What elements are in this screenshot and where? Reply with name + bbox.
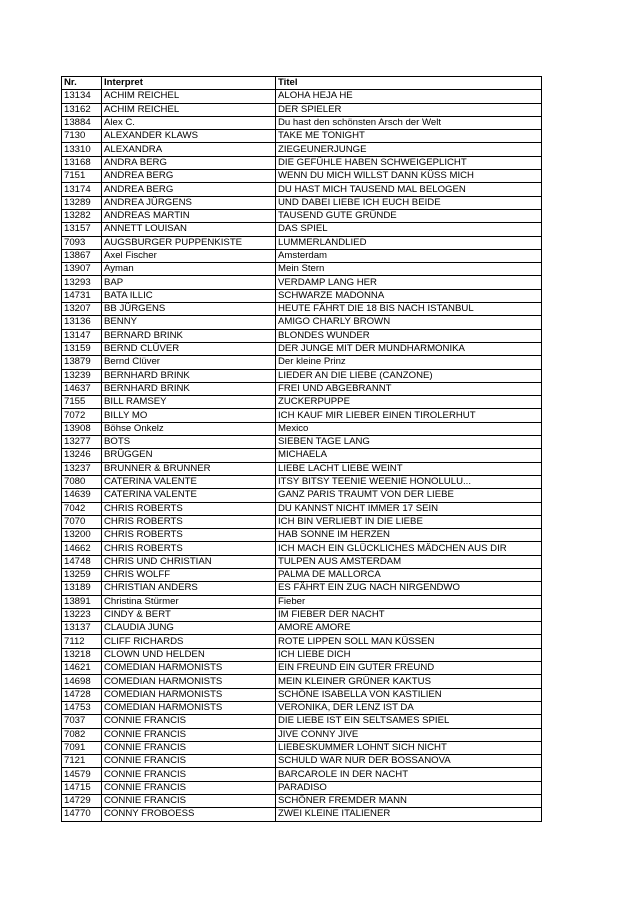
cell-titel: DU HAST MICH TAUSEND MAL BELOGEN — [276, 183, 542, 196]
cell-interpret: ALEXANDRA — [102, 143, 276, 156]
table-row — [62, 475, 542, 488]
cell-titel: ZIEGEUNERJUNGE — [276, 143, 542, 156]
cell-nr: 13218 — [62, 648, 102, 661]
cell-interpret: BAP — [102, 276, 276, 289]
cell-interpret: BATA ILLIC — [102, 289, 276, 302]
cell-titel: DAS SPIEL — [276, 223, 542, 236]
cell-titel: BLONDES WUNDER — [276, 329, 542, 342]
cell-nr: 14621 — [62, 662, 102, 675]
cell-nr: 7070 — [62, 515, 102, 528]
cell-interpret: BERNHARD BRINK — [102, 382, 276, 395]
cell-nr: 13200 — [62, 529, 102, 542]
table-row — [62, 715, 542, 728]
cell-nr: 13867 — [62, 249, 102, 262]
cell-interpret: ALEXANDER KLAWS — [102, 130, 276, 143]
cell-interpret: CONNIE FRANCIS — [102, 715, 276, 728]
cell-nr: 13137 — [62, 622, 102, 635]
cell-nr: 7130 — [62, 130, 102, 143]
table-row — [62, 263, 542, 276]
cell-interpret: ANDREA BERG — [102, 170, 276, 183]
cell-titel: SCHULD WAR NUR DER BOSSANOVA — [276, 755, 542, 768]
cell-nr: 13907 — [62, 263, 102, 276]
cell-titel: DER SPIELER — [276, 103, 542, 116]
cell-titel: FREI UND ABGEBRANNT — [276, 382, 542, 395]
cell-interpret: COMEDIAN HARMONISTS — [102, 675, 276, 688]
cell-titel: SCHWARZE MADONNA — [276, 289, 542, 302]
cell-titel: ALOHA HEJA HE — [276, 90, 542, 103]
table-row — [62, 103, 542, 116]
table-row — [62, 648, 542, 661]
cell-titel: Du hast den schönsten Arsch der Welt — [276, 116, 542, 129]
table-row — [62, 568, 542, 581]
cell-titel: ICH MACH EIN GLÜCKLICHES MÄDCHEN AUS DIR — [276, 542, 542, 555]
table-row — [62, 409, 542, 422]
header-nr: Nr. — [62, 77, 102, 90]
table-row — [62, 529, 542, 542]
cell-interpret: BOTS — [102, 436, 276, 449]
table-row — [62, 768, 542, 781]
table-row — [62, 183, 542, 196]
cell-nr: 7112 — [62, 635, 102, 648]
cell-nr: 7121 — [62, 755, 102, 768]
cell-titel: DIE LIEBE IST EIN SELTSAMES SPIEL — [276, 715, 542, 728]
table-row — [62, 582, 542, 595]
cell-interpret: BB JÜRGENS — [102, 303, 276, 316]
table-row — [62, 595, 542, 608]
table-row — [62, 808, 542, 821]
table-row — [62, 329, 542, 342]
table-row — [62, 555, 542, 568]
cell-interpret: CLOWN UND HELDEN — [102, 648, 276, 661]
table-row — [62, 396, 542, 409]
cell-titel: HAB SONNE IM HERZEN — [276, 529, 542, 542]
cell-interpret: Axel Fischer — [102, 249, 276, 262]
cell-titel: WENN DU MICH WILLST DANN KÜSS MICH — [276, 170, 542, 183]
cell-titel: ICH LIEBE DICH — [276, 648, 542, 661]
table-row — [62, 90, 542, 103]
cell-nr: 13277 — [62, 436, 102, 449]
cell-titel: Mein Stern — [276, 263, 542, 276]
cell-nr: 13884 — [62, 116, 102, 129]
table-row — [62, 795, 542, 808]
table-header — [62, 77, 542, 90]
cell-titel: UND DABEI LIEBE ICH EUCH BEIDE — [276, 196, 542, 209]
cell-titel: SCHÖNE ISABELLA VON KASTILIEN — [276, 688, 542, 701]
cell-titel: HEUTE FÄHRT DIE 18 BIS NACH ISTANBUL — [276, 303, 542, 316]
cell-nr: 7093 — [62, 236, 102, 249]
table-row — [62, 741, 542, 754]
cell-nr: 14639 — [62, 489, 102, 502]
table-row — [62, 196, 542, 209]
table-row — [62, 236, 542, 249]
cell-nr: 7080 — [62, 475, 102, 488]
cell-nr: 13136 — [62, 316, 102, 329]
cell-titel: ICH KAUF MIR LIEBER EINEN TIROLERHUT — [276, 409, 542, 422]
cell-titel: EIN FREUND EIN GUTER FREUND — [276, 662, 542, 675]
cell-titel: GANZ PARIS TRAUMT VON DER LIEBE — [276, 489, 542, 502]
table-row — [62, 209, 542, 222]
cell-interpret: BRUNNER & BRUNNER — [102, 462, 276, 475]
cell-interpret: CONNIE FRANCIS — [102, 755, 276, 768]
cell-titel: VERONIKA, DER LENZ IST DA — [276, 701, 542, 714]
cell-nr: 14715 — [62, 781, 102, 794]
cell-titel: ROTE LIPPEN SOLL MAN KÜSSEN — [276, 635, 542, 648]
table-row — [62, 462, 542, 475]
cell-titel: ITSY BITSY TEENIE WEENIE HONOLULU... — [276, 475, 542, 488]
cell-interpret: CHRIS ROBERTS — [102, 542, 276, 555]
table-row — [62, 143, 542, 156]
cell-nr: 7072 — [62, 409, 102, 422]
table-row — [62, 489, 542, 502]
cell-nr: 13293 — [62, 276, 102, 289]
table-row — [62, 675, 542, 688]
table-row — [62, 156, 542, 169]
cell-interpret: CLIFF RICHARDS — [102, 635, 276, 648]
cell-interpret: BRÜGGEN — [102, 449, 276, 462]
cell-titel: DU KANNST NICHT IMMER 17 SEIN — [276, 502, 542, 515]
cell-interpret: CATERINA VALENTE — [102, 489, 276, 502]
cell-interpret: CONNY FROBOESS — [102, 808, 276, 821]
table-row — [62, 303, 542, 316]
cell-titel: Amsterdam — [276, 249, 542, 262]
table-row — [62, 728, 542, 741]
cell-titel: VERDAMP LANG HER — [276, 276, 542, 289]
cell-interpret: CHRIS ROBERTS — [102, 515, 276, 528]
cell-interpret: CATERINA VALENTE — [102, 475, 276, 488]
cell-nr: 13168 — [62, 156, 102, 169]
cell-nr: 13174 — [62, 183, 102, 196]
table-row — [62, 289, 542, 302]
cell-interpret: ANDREA BERG — [102, 183, 276, 196]
cell-interpret: ANDRA BERG — [102, 156, 276, 169]
table-row — [62, 688, 542, 701]
cell-nr: 14731 — [62, 289, 102, 302]
cell-titel: AMORE AMORE — [276, 622, 542, 635]
cell-interpret: ANDREA JÜRGENS — [102, 196, 276, 209]
cell-nr: 14729 — [62, 795, 102, 808]
cell-nr: 14728 — [62, 688, 102, 701]
cell-nr: 13282 — [62, 209, 102, 222]
cell-interpret: CHRIS ROBERTS — [102, 502, 276, 515]
cell-nr: 13310 — [62, 143, 102, 156]
cell-titel: DER JUNGE MIT DER MUNDHARMONIKA — [276, 342, 542, 355]
cell-interpret: COMEDIAN HARMONISTS — [102, 662, 276, 675]
cell-interpret: ACHIM REICHEL — [102, 103, 276, 116]
cell-titel: ICH BIN VERLIEBT IN DIE LIEBE — [276, 515, 542, 528]
cell-titel: AMIGO CHARLY BROWN — [276, 316, 542, 329]
cell-interpret: CONNIE FRANCIS — [102, 741, 276, 754]
cell-nr: 7151 — [62, 170, 102, 183]
cell-titel: JIVE CONNY JIVE — [276, 728, 542, 741]
cell-interpret: CHRIS UND CHRISTIAN — [102, 555, 276, 568]
cell-titel: TULPEN AUS AMSTERDAM — [276, 555, 542, 568]
cell-nr: 14698 — [62, 675, 102, 688]
cell-nr: 13259 — [62, 568, 102, 581]
cell-titel: Der kleine Prinz — [276, 356, 542, 369]
cell-nr: 14637 — [62, 382, 102, 395]
cell-interpret: AUGSBURGER PUPPENKISTE — [102, 236, 276, 249]
cell-titel: PALMA DE MALLORCA — [276, 568, 542, 581]
cell-interpret: CONNIE FRANCIS — [102, 728, 276, 741]
table-row — [62, 542, 542, 555]
cell-interpret: Bernd Clüver — [102, 356, 276, 369]
cell-interpret: BERNARD BRINK — [102, 329, 276, 342]
cell-interpret: ACHIM REICHEL — [102, 90, 276, 103]
cell-interpret: BENNY — [102, 316, 276, 329]
cell-titel: LIEBE LACHT LIEBE WEINT — [276, 462, 542, 475]
song-table — [61, 76, 542, 822]
cell-titel: LIEDER AN DIE LIEBE (CANZONE) — [276, 369, 542, 382]
table-row — [62, 701, 542, 714]
cell-nr: 7037 — [62, 715, 102, 728]
table-row — [62, 116, 542, 129]
cell-nr: 13908 — [62, 422, 102, 435]
cell-interpret: Christina Stürmer — [102, 595, 276, 608]
cell-nr: 13289 — [62, 196, 102, 209]
table-row — [62, 170, 542, 183]
table-row — [62, 608, 542, 621]
cell-titel: Fieber — [276, 595, 542, 608]
cell-nr: 13157 — [62, 223, 102, 236]
cell-interpret: COMEDIAN HARMONISTS — [102, 688, 276, 701]
cell-nr: 13246 — [62, 449, 102, 462]
cell-titel: Mexico — [276, 422, 542, 435]
table-row — [62, 382, 542, 395]
cell-nr: 14579 — [62, 768, 102, 781]
cell-interpret: BILL RAMSEY — [102, 396, 276, 409]
cell-interpret: CHRIS ROBERTS — [102, 529, 276, 542]
cell-interpret: CHRISTIAN ANDERS — [102, 582, 276, 595]
table-row — [62, 449, 542, 462]
cell-nr: 13223 — [62, 608, 102, 621]
cell-interpret: CINDY & BERT — [102, 608, 276, 621]
cell-nr: 13879 — [62, 356, 102, 369]
cell-interpret: CHRIS WOLFF — [102, 568, 276, 581]
table-row — [62, 635, 542, 648]
cell-interpret: BERNHARD BRINK — [102, 369, 276, 382]
table-row — [62, 422, 542, 435]
cell-nr: 7082 — [62, 728, 102, 741]
cell-titel: PARADISO — [276, 781, 542, 794]
cell-titel: ZWEI KLEINE ITALIENER — [276, 808, 542, 821]
cell-titel: SCHÖNER FREMDER MANN — [276, 795, 542, 808]
cell-nr: 7042 — [62, 502, 102, 515]
table-row — [62, 662, 542, 675]
cell-interpret: CONNIE FRANCIS — [102, 795, 276, 808]
table-row — [62, 356, 542, 369]
table-row — [62, 781, 542, 794]
table-row — [62, 130, 542, 143]
header-row — [62, 77, 542, 90]
cell-titel: LIEBESKUMMER LOHNT SICH NICHT — [276, 741, 542, 754]
cell-titel: IM FIEBER DER NACHT — [276, 608, 542, 621]
header-interpret: Interpret — [102, 77, 276, 90]
cell-interpret: CONNIE FRANCIS — [102, 768, 276, 781]
cell-interpret: BILLY MO — [102, 409, 276, 422]
cell-interpret: Alex C. — [102, 116, 276, 129]
table-row — [62, 515, 542, 528]
cell-titel: SIEBEN TAGE LANG — [276, 436, 542, 449]
cell-nr: 13239 — [62, 369, 102, 382]
cell-titel: DIE GEFÜHLE HABEN SCHWEIGEPLICHT — [276, 156, 542, 169]
cell-titel: MEIN KLEINER GRÜNER KAKTUS — [276, 675, 542, 688]
table-row — [62, 436, 542, 449]
cell-interpret: CONNIE FRANCIS — [102, 781, 276, 794]
cell-interpret: Böhse Onkelz — [102, 422, 276, 435]
cell-nr: 13159 — [62, 342, 102, 355]
table-row — [62, 316, 542, 329]
cell-interpret: Ayman — [102, 263, 276, 276]
cell-nr: 13162 — [62, 103, 102, 116]
table-row — [62, 369, 542, 382]
cell-nr: 7091 — [62, 741, 102, 754]
cell-titel: LUMMERLANDLIED — [276, 236, 542, 249]
table-row — [62, 223, 542, 236]
table-row — [62, 342, 542, 355]
cell-nr: 13891 — [62, 595, 102, 608]
cell-titel: ES FÄHRT EIN ZUG NACH NIRGENDWO — [276, 582, 542, 595]
cell-interpret: ANNETT LOUISAN — [102, 223, 276, 236]
cell-nr: 13189 — [62, 582, 102, 595]
cell-titel: ZUCKERPUPPE — [276, 396, 542, 409]
cell-titel: BARCAROLE IN DER NACHT — [276, 768, 542, 781]
header-titel: Titel — [276, 77, 542, 90]
table-row — [62, 622, 542, 635]
cell-nr: 7155 — [62, 396, 102, 409]
table-row — [62, 249, 542, 262]
cell-interpret: BERND CLÜVER — [102, 342, 276, 355]
cell-nr: 13134 — [62, 90, 102, 103]
table-body — [62, 90, 542, 821]
cell-interpret: COMEDIAN HARMONISTS — [102, 701, 276, 714]
cell-interpret: ANDREAS MARTIN — [102, 209, 276, 222]
cell-titel: TAUSEND GUTE GRÜNDE — [276, 209, 542, 222]
table-row — [62, 502, 542, 515]
cell-nr: 14770 — [62, 808, 102, 821]
cell-nr: 14748 — [62, 555, 102, 568]
cell-nr: 14753 — [62, 701, 102, 714]
cell-titel: TAKE ME TONIGHT — [276, 130, 542, 143]
cell-nr: 14662 — [62, 542, 102, 555]
cell-interpret: CLAUDIA JUNG — [102, 622, 276, 635]
table-row — [62, 755, 542, 768]
cell-titel: MICHAELA — [276, 449, 542, 462]
table-row — [62, 276, 542, 289]
cell-nr: 13237 — [62, 462, 102, 475]
cell-nr: 13147 — [62, 329, 102, 342]
cell-nr: 13207 — [62, 303, 102, 316]
